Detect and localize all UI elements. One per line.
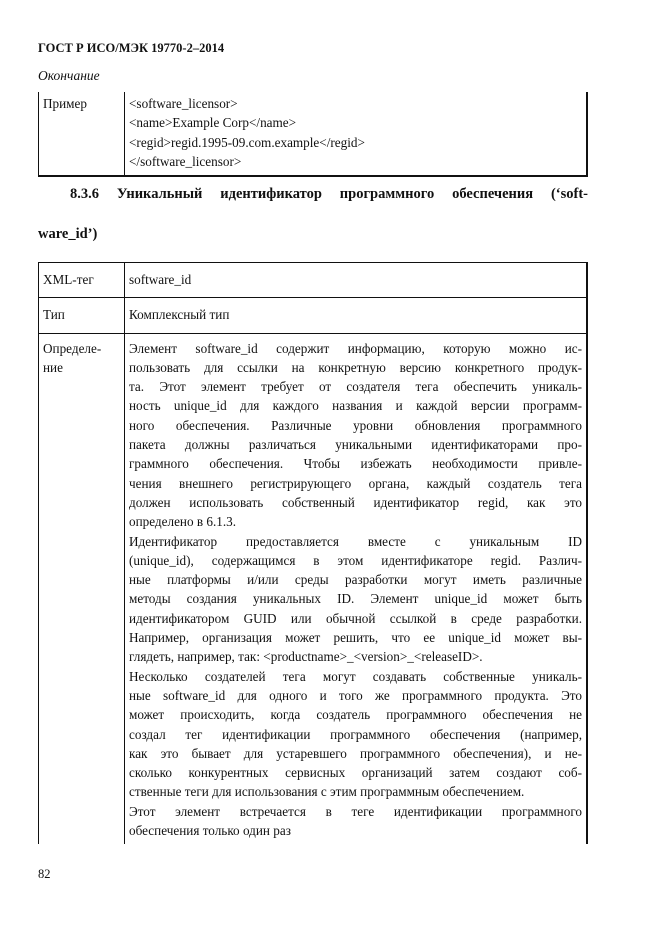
table-continuation-label: Окончание xyxy=(38,68,100,83)
row-label: XML-тег xyxy=(39,263,125,298)
definition-text xyxy=(125,333,588,844)
definition-line: ного обеспечения. Различные уровни обновления программного xyxy=(129,417,582,433)
definition-line: определено в 6.1.3. xyxy=(129,514,237,530)
page-number: 82 xyxy=(38,867,51,881)
code-line: <regid>regid.1995-09.com.example</regid> xyxy=(129,134,365,150)
row-label: Тип xyxy=(39,298,125,333)
definition-line: как это бывает для устаревшего программного обеспечения), и не- xyxy=(129,745,582,761)
section-heading: 8.3.6 Уникальный идентификатор программного обеспечения (‘soft- xyxy=(70,186,588,202)
definition-line: пользовать для ссылки на конкретную версию конкретного продук- xyxy=(129,359,582,375)
definition-line: (unique_id), содержащимся в этом идентификаторе regid. Различ- xyxy=(129,552,582,568)
definition-line: ные software_id для одного и того же программного продукта. Это xyxy=(129,687,582,703)
example-code xyxy=(125,92,588,176)
row-value: software_id xyxy=(125,263,588,298)
definition-line: методы создания уникальных ID. Элемент unique_id может быть xyxy=(129,591,582,607)
definition-line: идентификатором GUID или обычной ссылкой в среде разработки. xyxy=(129,610,582,626)
label-line: Определе- xyxy=(43,340,102,356)
definition-line: Идентификатор предоставляется вместе с уникальным ID xyxy=(129,533,582,549)
definition-line: должен использовать собственный идентификатор regid, как это xyxy=(129,494,582,510)
table-row xyxy=(39,92,588,176)
definition-line: Элемент software_id содержит информацию, которую можно ис- xyxy=(129,340,582,356)
row-label xyxy=(39,333,125,844)
definition-line: пакета должны различаться уникальными идентификаторами про- xyxy=(129,437,582,453)
document-id-header: ГОСТ Р ИСО/МЭК 19770-2–2014 xyxy=(38,41,225,55)
software-id-table xyxy=(38,262,588,844)
definition-line: ность unique_id для каждого названия и каждой версии программ- xyxy=(129,398,582,414)
definition-line: граммного обеспечения. Чтобы избежать необходимости привле- xyxy=(129,456,582,472)
definition-line: Например, организация может решить, что ее unique_id может вы- xyxy=(129,630,582,646)
definition-line: Этот элемент встречается в теге идентификации программного xyxy=(129,803,582,819)
section-heading-cont: ware_id’) xyxy=(38,226,98,242)
code-line: <name>Example Corp</name> xyxy=(129,115,297,131)
row-value: Комплексный тип xyxy=(125,298,588,333)
definition-line: Несколько создателей тега могут создавать собственные уникаль- xyxy=(129,668,582,684)
table-row xyxy=(39,298,588,333)
licensor-table-end xyxy=(38,92,588,177)
definition-line: глядеть, например, так: <productname>_<version>_<releaseID>. xyxy=(129,649,483,665)
definition-line: та. Этот элемент требует от создателя тега обеспечить уникаль- xyxy=(129,379,582,395)
definition-line: ственные теги для использования с этим программным обеспечением. xyxy=(129,784,525,800)
definition-line: сколько конкурентных сервисных организаций затем создают соб- xyxy=(129,765,582,781)
row-label: Пример xyxy=(39,92,125,176)
code-line: </software_licensor> xyxy=(129,153,242,169)
table-row xyxy=(39,333,588,844)
definition-line: ные платформы и/или среды разработки могут иметь различные xyxy=(129,572,582,588)
code-line: <software_licensor> xyxy=(129,96,238,111)
table-row xyxy=(39,263,588,298)
definition-line: обеспечения только один раз xyxy=(129,823,291,839)
label-line: ние xyxy=(43,359,63,375)
definition-line: создал тег идентификации программного обеспечения (например, xyxy=(129,726,582,742)
definition-line: может происходить, когда создатель программного обеспечения не xyxy=(129,707,582,723)
definition-line: чения внешнего регистрирующего органа, каждый создатель тега xyxy=(129,475,582,491)
